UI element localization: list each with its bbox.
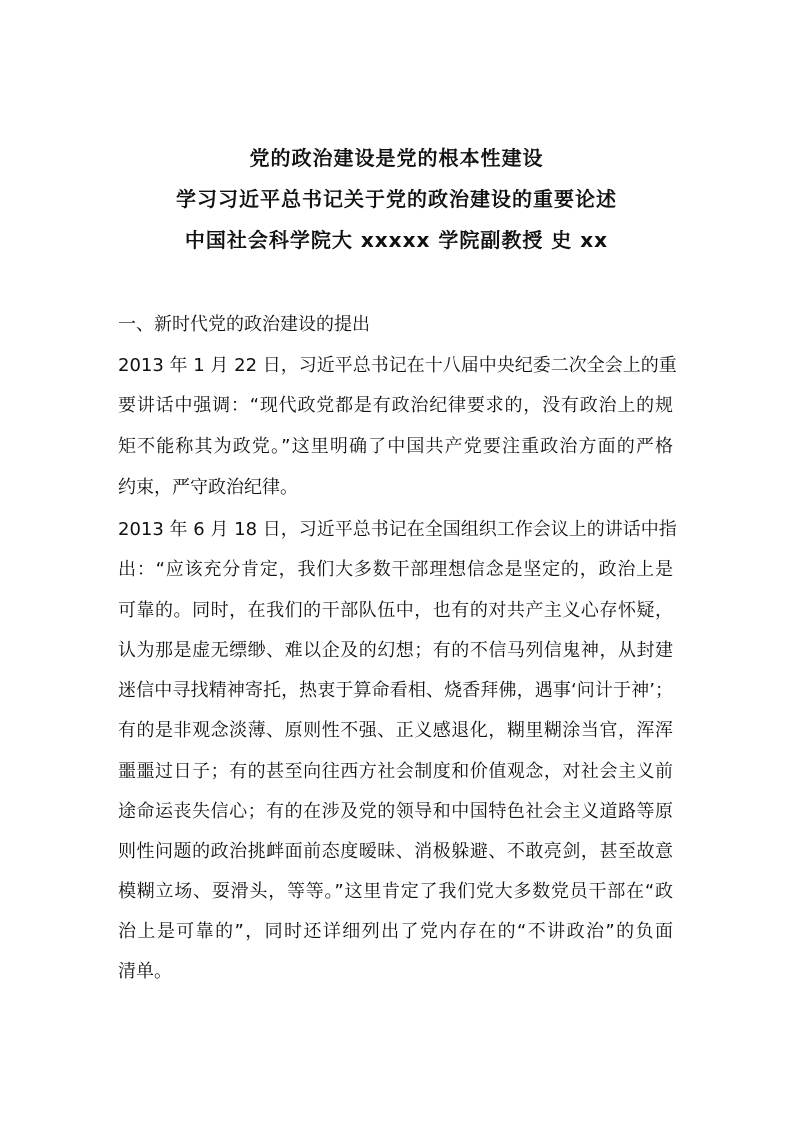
paragraph-1-line: 2013 年 1 月 22 日，习近平总书记在十八届中央纪委二次全会上的重 <box>118 355 677 376</box>
paragraph-2-line: 模糊立场、耍滑头，等等。”这里肯定了我们党大多数党员干部在“政 <box>118 881 673 902</box>
paragraph-2-line: 噩噩过日子；有的甚至向往西方社会制度和价值观念，对社会主义前 <box>118 761 673 782</box>
paragraph-2-line: 迷信中寻找精神寄托，热衷于算命看相、烧香拜佛，遇事‘问计于神’； <box>118 680 673 701</box>
paragraph-1-line: 要讲话中强调：“现代政党都是有政治纪律要求的，没有政治上的规 <box>118 395 673 416</box>
paragraph-2-line: 出：“应该充分肯定，我们大多数干部理想信念是坚定的，政治上是 <box>118 559 673 580</box>
paragraph-2-line: 治上是可靠的”，同时还详细列出了党内存在的“不讲政治”的负面 <box>118 921 673 942</box>
paragraph-1-line: 约束，严守政治纪律。 <box>118 477 298 498</box>
paragraph-2-line: 2013 年 6 月 18 日，习近平总书记在全国组织工作会议上的讲话中指 <box>118 519 677 540</box>
paragraph-2-line: 清单。 <box>118 961 172 982</box>
paragraph-1-line: 矩不能称其为政党。”这里明确了中国共产党要注重政治方面的严格 <box>118 436 673 457</box>
paragraph-2-line: 可靠的。同时，在我们的干部队伍中，也有的对共产主义心存怀疑， <box>118 600 673 621</box>
document-subtitle: 学习习近平总书记关于党的政治建设的重要论述 <box>176 187 617 211</box>
paragraph-2-line: 有的是非观念淡薄、原则性不强、正义感退化，糊里糊涂当官，浑浑 <box>118 720 673 741</box>
author-line: 中国社会科学院大 xxxxx 学院副教授 史 xx <box>184 228 609 252</box>
section-heading: 一、新时代党的政治建设的提出 <box>118 314 370 335</box>
paragraph-2-line: 认为那是虚无缥缈、难以企及的幻想；有的不信马列信鬼神，从封建 <box>118 640 673 661</box>
document-title: 党的政治建设是党的根本性建设 <box>249 146 544 170</box>
paragraph-2-line: 途命运丧失信心；有的在涉及党的领导和中国特色社会主义道路等原 <box>118 801 673 822</box>
paragraph-2-line: 则性问题的政治挑衅面前态度暧昧、消极躲避、不敢亮剑，甚至故意 <box>118 841 673 862</box>
